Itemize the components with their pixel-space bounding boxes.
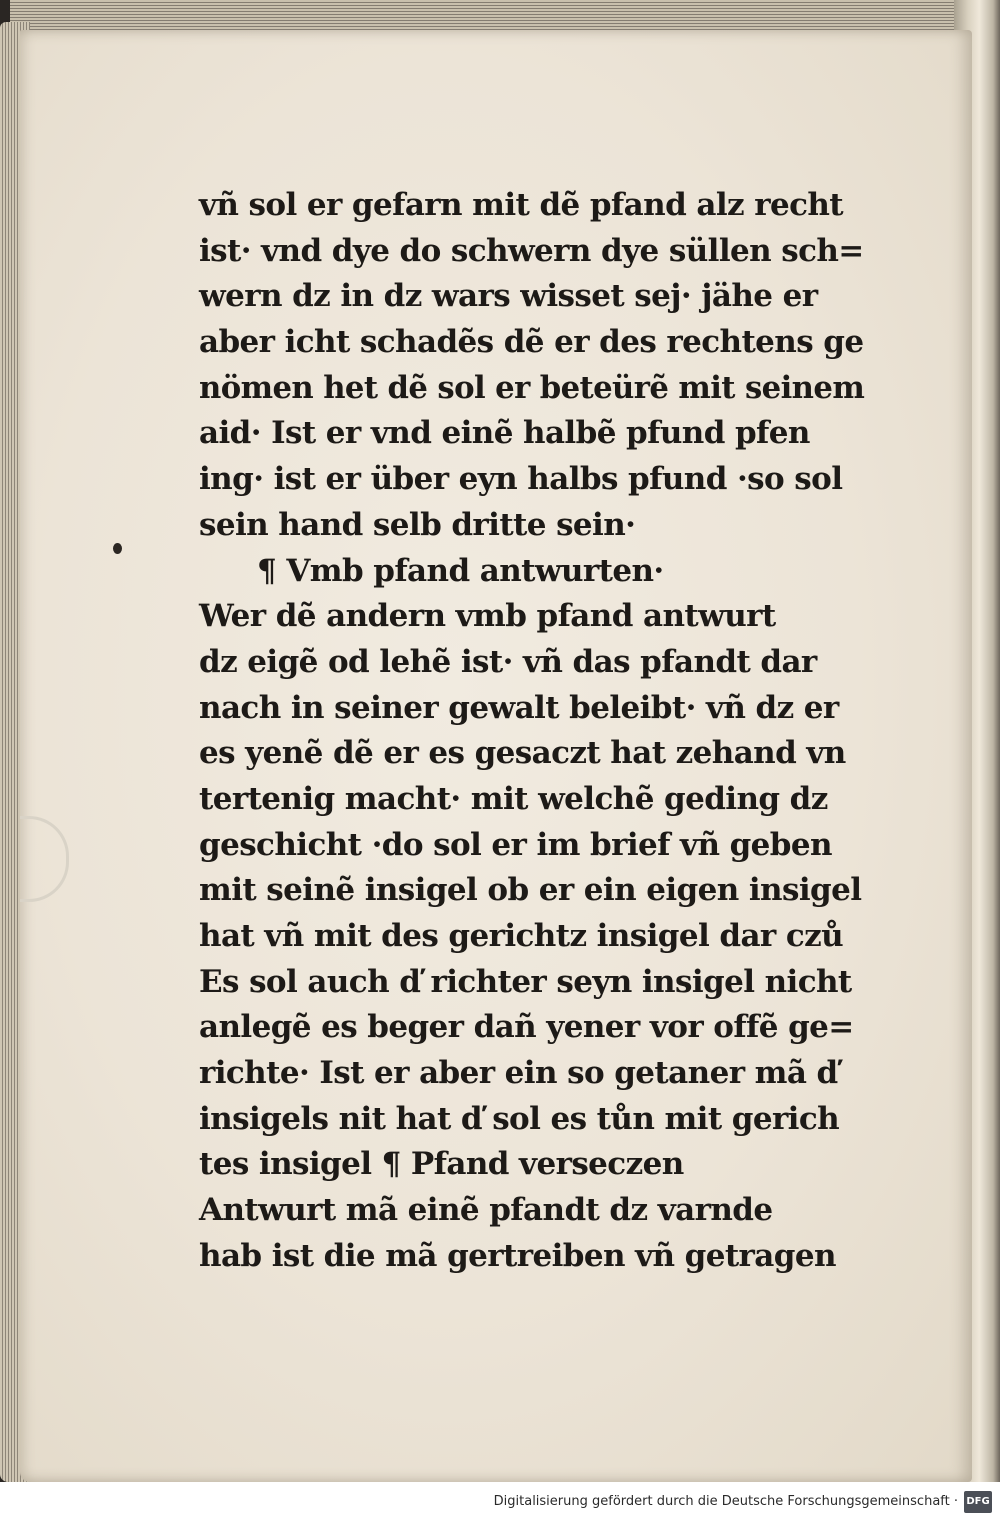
dfg-logo-icon: DFG (964, 1491, 992, 1513)
text-line: mit seinẽ insigel ob er ein eigen insigel (199, 872, 862, 909)
text-line: insigels nit hat ď sol es tůn mit gerich (199, 1100, 840, 1137)
text-line: dz eigẽ od lehẽ ist· vñ das pfandt dar (199, 643, 817, 680)
text-line: anlegẽ es beger dañ yener vor offẽ ge= (199, 1009, 854, 1046)
text-line: nach in seiner gewalt beleibt· vñ dz er (199, 689, 839, 726)
text-line: es yenẽ dẽ er es gesaczt hat zehand vn (199, 735, 846, 772)
text-line: hat vñ mit des gerichtz insigel dar czů (199, 918, 844, 954)
text-line: ist· vnd dye do schwern dye süllen sch= (199, 232, 864, 269)
clasp-loop (20, 816, 69, 902)
footer-bar (0, 1482, 1000, 1524)
text-line: richte· Ist er aber ein so getaner mã ď (199, 1055, 838, 1092)
text-line: vñ sol er gefarn mit dẽ pfand alz recht (199, 187, 844, 223)
text-line: ing· ist er über eyn halbs pfund ·so sol (199, 461, 843, 498)
text-line: sein hand selb dritte sein· (199, 506, 636, 543)
book-top-edges (10, 0, 970, 30)
text-line: Es sol auch ď richter seyn insigel nicht (199, 963, 852, 1000)
text-line: tes insigel ¶ Pfand verseczen (199, 1146, 684, 1183)
text-line: hab ist die mã gertreiben vñ getragen (199, 1237, 836, 1274)
text-block (199, 183, 864, 1280)
text-line: geschicht ·do sol er im brief vñ geben (199, 826, 832, 863)
margin-mark (113, 543, 122, 554)
text-line: wern dz in dz wars wisset sej· jähe er (199, 278, 818, 315)
text-line: aid· Ist er vnd einẽ halbẽ pfund pfen (199, 415, 810, 452)
text-line: nömen het dẽ sol er beteürẽ mit seinem (199, 369, 865, 406)
section-heading: ¶ Vmb pfand antwurten· (257, 552, 664, 589)
text-line: Antwurt mã einẽ pfandt dz varnde (199, 1192, 773, 1229)
text-line: aber icht schadẽs dẽ er des rechtens ge (199, 324, 864, 361)
footer-credit: Digitalisierung gefördert durch die Deutsche Forschungsgemeinschaft · (493, 1494, 958, 1509)
text-line: Wer dẽ andern vmb pfand antwurt (199, 598, 776, 635)
text-line: tertenig macht· mit welchẽ geding dz (199, 780, 828, 817)
